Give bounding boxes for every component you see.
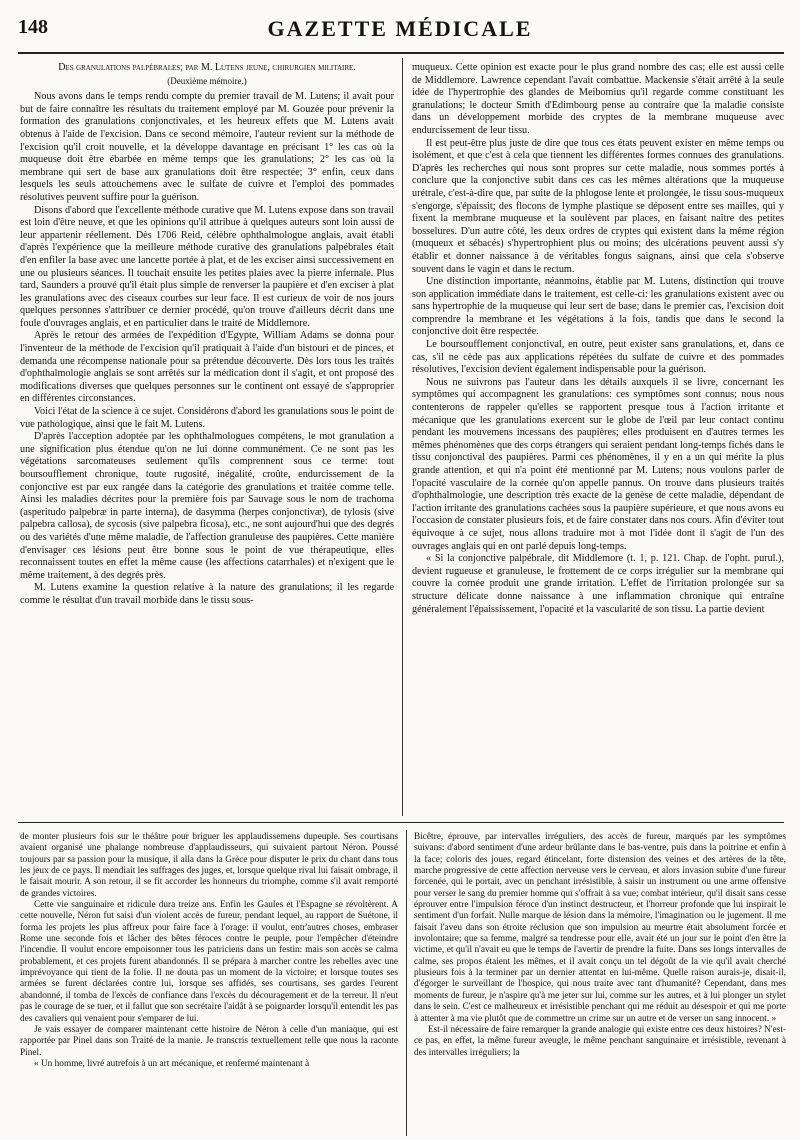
paragraph: Disons d'abord que l'excellente méthode curative que M. Lutens expose dans son travail est loin d'être neuve, et que les opinions qu'il attribue à quelques auteurs sont loin aussi de leur appartenir réellement. Dès 1706 Reid, célèbre ophthalmologue anglais, avait établi d'après l'expérience que la meilleure méthode curative des granulations palpébrales était d'en enfiler la base avec une lancette portée à plat, et de les exciser ainsi successivement en une ou plusieurs séances. Il touchait ensuite les petites plaies avec la pierre infernale. Plus tard, Saunders a prouvé qu'il était plus simple de renverser la paupière et d'en exciser à plat les granulations avec des ciseaux courbes sur leur face. Il est curieux de voir de nos jours quelques personnes s'attribuer ce dernier procédé, qu'on trouve d'ailleurs décrit dans une foule d'ouvrages anglais, et en particulier dans le traité de Middlemore. <box>20 204 394 329</box>
section-divider <box>18 822 784 823</box>
article-subtitle: (Deuxième mémoire.) <box>167 75 247 86</box>
page-header <box>12 16 788 44</box>
paragraph: D'après l'acception adoptée par les ophthalmologues compétens, le mot granulation a une signification plus étendue qu'on ne lui donne communément. Ce ne sont pas les végétations sarcomateuses seulement qu'ils comprennent sous ce terme: tout boursoufflement chronique, toute rugosité, inégalité, croûte, endurcissement de la conjonctive est par eux rangée dans la catégorie des granulations et traitée comme telle. Ainsi les maladies décrites pour la première fois par Sauvage sous le nom de trachoma (asperitudo palpebræ in parte interna), de dasymma (herpes conjonctivæ), de tylosis (sive palpebra callosa), de sycosis (sive palpebra ficosa), etc., ne sont aujourd'hui que des degrés ou des variétés d'une même maladie, de l'affection granuleuse des paupières. Cette manière d'envisager ces lésions peut être bonne sous le point de vue thérapeutique, elles reconnaissent toutes en effet la même cause (les affections catarrhales) et n'exigent que le même traitement, à des degrés près. <box>20 431 394 581</box>
paragraph: M. Lutens examine la question relative à la nature des granulations; il les regarde comme le résultat d'un travail morbide dans le tissu sous- <box>20 582 394 606</box>
paragraph: « Un homme, livré autrefois à un art mécanique, et renfermé maintenant à <box>34 1058 310 1069</box>
paragraph: Nous ne suivrons pas l'auteur dans les détails auxquels il se livre, concernant les symptômes qui accompagnent les granulations: ces symptômes sont connus; nous nous contenterons de rappeler qu'elles se rapportent presque tous à l'action irritante et mécanique que les granulations exercent sur le globe de l'œil par leur contact continu pendant les mouvemens incessans des paupières; elles produisent en d'autres termes les mêmes phénomènes que des corps étrangers qui seraient pendant long-temps fichés dans le tissu conjonctival des paupières. Parmi ces phénomènes, il y en a un qui mérite la plus grande attention, et qui n'a point été mentionné par M. Lutens; nous voulons parler de l'opacité vasculaire de la cornée qu'on appelle pannus. On trouve dans plusieurs traités d'ophthalmologie, une description très exacte de la genèse de cette maladie, dépendant de l'action irritante des granulations cachées sous la paupière supérieure, et que nous avons eu l'occasion de constater plusieurs fois, et de faire constater dans nos cours. Afin d'éviter tout équivoque à ce sujet, nous allons traduire mot à mot l'idée dont il s'agit de l'un des ouvrages anglais qui en ont parlé depuis long-temps. <box>412 376 784 552</box>
paragraph: Voici l'état de la science à ce sujet. Considérons d'abord les granulations sous le point de vue pathologique, ainsi que le fait M. Lutens. <box>20 406 394 430</box>
article-column-right <box>412 62 784 814</box>
page-number: 148 <box>18 16 48 38</box>
paragraph: muqueux. Cette opinion est exacte pour le plus grand nombre des cas; elle est aussi celle de Middlemore. Lawrence cependant l'avait combattue. Mackensie s'était arrêté à la seule idée de l'hypertrophie des glandes de Meibomius qu'il regarde comme constituant les granulations; le docteur Smith d'Edimbourg pense au contraire que la maladie consiste dans un développement morbide des cryptes de la membrane muqueuse avec endurcissement de leur tissu. <box>412 62 784 136</box>
paragraph: Cette vie sanguinaire et ridicule dura treize ans. Enfin les Gaules et l'Espagne se révoltèrent. A cette nouvelle, Néron fut saisi d'un violent accès de fureur, pendant lequel, au rapport de Suétone, il forma les projets les plus affreux pour faire face à l'orage: il voulut, entr'autres choses, embraser Rome une seconde fois et lâcher des bêtes féroces contre le peuple, pour l'empêcher d'éteindre l'incendie. Il voulut encore empoisonner tous les patriciens dans un festin: mais son accès se calma probablement, et ces projets furent abandonnés. Il se prépara à marcher contre les rebelles avec une imprévoyance qui tient de la folie. Il ne douta pas un moment de la victoire; et lorsque toutes ses armées se furent déclarées contre lui, lorsque ses affidés, ses courtisans, ses gardes l'eurent abandonné, il tomba de l'excès de confiance dans l'excès du découragement et de la terreur. Il n'eut pas le courage de se tuer, et il fallut que son secrétaire l'aidât à se poignarder lorsqu'il entendit les pas des cavaliers qui venaient pour s'emparer de lui. <box>20 900 398 1024</box>
article-column-left <box>20 62 394 814</box>
article-title: Des granulations palpébrales; par M. Lutens jeune, chirurgien militaire. <box>58 62 356 73</box>
paragraph: de monter plusieurs fois sur le théâtre pour briguer les applaudissemens dupeuple. Ses courtisans avaient organisé une phalange nombreuse d'applaudisseurs, qui suivaient partout Néron. Poussé toujours par sa passion pour la musique, il alla dans la Grèce pour disputer le prix du chant dans tous les jeux de ce pays. Il mendiait les suffrages des juges, et, lorsque quelque rival lui faisait ombrage, il le faisait mourir. A son retour, il se fit accorder les honneurs du triomphe, comme s'il avait remporté de grandes victoires. <box>20 832 398 899</box>
masthead: GAZETTE MÉDICALE <box>267 16 533 41</box>
feuilleton-column-left <box>20 832 398 1136</box>
paragraph: Une distinction importante, néanmoins, établie par M. Lutens, distinction qui trouve son application immédiate dans le traitement, est celle-ci: les granulations existent avec ou sans hypertrophie de la muqueuse qui leur sert de base; dans le premier cas, l'excision doit comprendre la membrane et les végétations à la fois, tandis que dans le second la conjonctive doit être respectée. <box>412 276 784 338</box>
column-divider-top <box>402 58 403 816</box>
feuilleton-column-right <box>414 832 786 1136</box>
paragraph: Est-il nécessaire de faire remarquer la grande analogie qui existe entre ces deux histoires? N'est-ce pas, en effet, la même fureur aveugle, le même penchant sanguinaire et irrésistible, revenant à des intervalles irréguliers; la <box>414 1024 786 1058</box>
paragraph: Nous avons dans le temps rendu compte du premier travail de M. Lutens; il avait pour but de faire connaître les résultats du traitement employé par M. Gouzée pour prévenir la formation des granulations conjonctivales, et les heureux effets que M. Lutens avait obtenus à l'aide de l'excision. Dans ce second mémoire, l'auteur revient sur la méthode de l'excision qu'il croit nouvelle, et la développe davantage en précisant 1° les cas où la muqueuse doit être ébarbée en même temps que les granulations; 2° les cas où la membrane qui sert de base aux granulations doit être respectée; 3° enfin, ceux dans lesquels les seuls attouchemens avec le sulfate de cuivre et l'emploi des pommades résolutives peuvent suffire pour la guérison. <box>20 91 394 203</box>
paragraph: Le boursoufflement conjonctival, en outre, peut exister sans granulations, et, dans ce cas, s'il ne cède pas aux applications répétées du sulfate de cuivre et des pommades résolutives, l'excision devient également indispensable pour la guérison. <box>412 339 784 376</box>
paragraph: Bicêtre, éprouve, par intervalles irréguliers, des accès de fureur, marqués par les symptômes suivans: d'abord sentiment d'une ardeur brûlante dans le bas-ventre, puis dans la poitrine et enfin à la face; coloris des joues, regard étincelant, forte distension des veines et des artères de la tête, marche progressive de cette affection nerveuse vers le cerveau, et alors invasion subite d'une fureur forcenée, qui le portait, avec un penchant irrésistible, à saisir un instrument ou une arme offensive pour verser le sang du premier homme qui s'offrait à sa vue; combat intérieur, qu'il disait sans cesse éprouver entre l'impulsion féroce d'un instinct destructeur, et l'horreur profonde que lui inspirait le sentiment d'un forfait. Nulle marque de lésion dans la mémoire, l'imagination ou le jugement. Il me faisait l'aveu dans son étroite réclusion que son impulsion au meurtre était absolument forcée et involontaire; que sa femme, malgré sa tendresse pour elle, avait été un jour sur le point d'en être la victime, et qu'il n'avait eu que le temps de l'avertir de prendre la fuite. Dans ses longs intervalles de calme, ses propos étaient les mêmes, et il avait conçu un tel dégoût de la vie qu'il avait cherché plusieurs fois à la terminer par un dernier attentat en lui-même. Quelle raison aurais-je, disait-il, d'égorger le surveillant de l'hospice, qui nous traite avec tant d'humanité? Cependant, dans mes moments de fureur, je n'aspire qu'à me jeter sur lui, comme sur les autres, et à lui plonger un stylet dans le sein. C'est ce malheureux et irrésistible penchant qui me réduit au désespoir et qui me porte à attenter à ma vie plutôt que de commettre un crime sur un autre et de verser un sang innocent. » <box>414 832 786 1024</box>
header-rule <box>18 52 784 54</box>
column-divider-bottom <box>406 830 407 1136</box>
paragraph: Il est peut-être plus juste de dire que tous ces états peuvent exister en même temps ou isolément, et que c'est à cela que tiennent les différentes formes connues des granulations. D'après les recherches qui nous sont propres sur cette maladie, nous sommes portés à conclure que la conjonctive subit dans ces cas les mêmes altérations que la muqueuse urétrale, c'est-à-dire que, par suite de la phlogose lente et prolongée, le tissu sous-muqueux s'engorge, s'épaissit; des flocons de lymphe plastique se déposent entre ses mailles, qui y fixent la membrane muqueuse et la soulèvent par places, en faisant naître des petites bosselures. D'un autre côté, les deux ordres de cryptes qui existent dans la même région (muqueux et sébacés) s'hypertrophient plus ou moins; des ulcérations peuvent aussi s'y établir et donner naissance à de véritables fongus saignans, ainsi que cela s'observe souvent dans le vagin et dans le rectum. <box>412 137 784 275</box>
paragraph: « Si la conjonctive palpébrale, dit Middlemore (t. 1, p. 121. Chap. de l'opht. purul.), devient rugueuse et granuleuse, le frottement de ce corps irrégulier sur la membrane qui couvre la cornée produit une grande irritation. L'effet de l'irritation prolongée sur sa structure délicate donne naissance à une inflammation chronique qui entraîne généralement l'épaississement, l'opacité et la vascularité de son tissu. La partie devient <box>412 553 784 615</box>
paragraph: Je vais essayer de comparer maintenant cette histoire de Néron à celle d'un maniaque, qui est rapportée par Pinel dans son Traité de la manie. Je transcris textuellement telle que nous la raconte Pinel. <box>20 1024 398 1058</box>
paragraph: Après le retour des armées de l'expédition d'Egypte, William Adams se donna pour l'inventeur de la méthode de l'excision qu'il pratiquait à l'aide d'un bistouri et de pinces, et demanda une récompense nationale pour sa prétendue découverte. Dès lors tous les traités d'ophthalmologie anglais se sont arrêtés sur la médication dont il s'agit, et ont proposé des modifications diverses que quelques personnes sur le continent ont essayé de s'approprier en différentes circonstances. <box>20 330 394 405</box>
